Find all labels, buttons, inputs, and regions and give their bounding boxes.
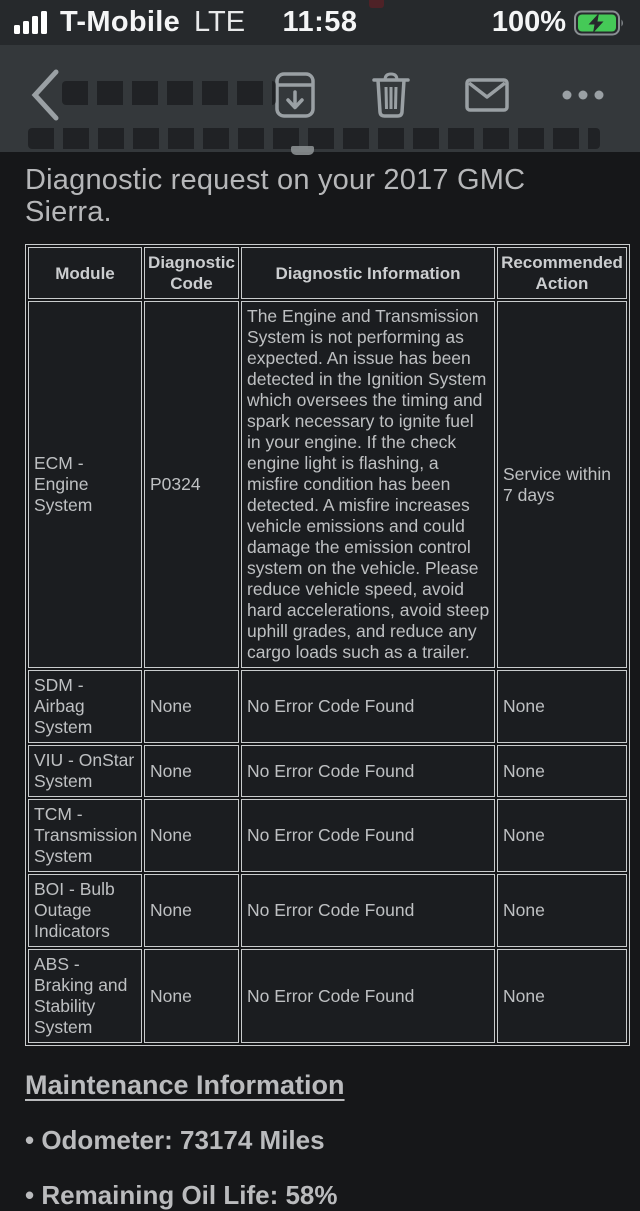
obscured-text-line — [28, 128, 600, 149]
cell-info: The Engine and Transmission System is not performing as expected. An issue has been detected in the Ignition System which oversees the timing and spark necessary to ignite fuel in your engine. If the check engine light is flashing, a misfire condition has been detected. A misfire increases vehicle emissions and could damage the emission control system on the vehicle. Please reduce vehicle speed, avoid hard accelerations, avoid steep uphill grades, and reduce any cargo loads such as a trailer. — [241, 301, 495, 668]
recording-artifact-speck — [369, 0, 384, 8]
archive-download-icon — [275, 72, 315, 118]
cell-code: None — [144, 874, 239, 947]
cell-action: None — [497, 799, 627, 872]
table-row — [28, 799, 627, 872]
table-row — [28, 670, 627, 743]
battery-percent-label: 100% — [491, 6, 566, 38]
more-button[interactable] — [561, 69, 605, 121]
cell-action: None — [497, 745, 627, 797]
cell-module: ABS - Braking and Stability System — [28, 949, 142, 1043]
battery-charging-icon — [574, 10, 626, 36]
diagnostic-table — [25, 244, 630, 1046]
cell-info: No Error Code Found — [241, 874, 495, 947]
carrier-label: T-Mobile — [60, 6, 180, 38]
cell-code: P0324 — [144, 301, 239, 668]
cell-info: No Error Code Found — [241, 949, 495, 1043]
mail-app-header — [0, 0, 640, 152]
col-header-diagnostic-code: Diagnostic Code — [144, 247, 239, 299]
network-type-label: LTE — [194, 6, 246, 38]
maintenance-section-title: Maintenance Information — [25, 1070, 345, 1100]
more-ellipsis-icon — [561, 89, 605, 101]
cell-module: SDM - Airbag System — [28, 670, 142, 743]
cell-info: No Error Code Found — [241, 745, 495, 797]
mail-icon — [465, 78, 509, 112]
trash-icon — [373, 72, 409, 118]
cell-info: No Error Code Found — [241, 799, 495, 872]
archive-download-button[interactable] — [273, 69, 317, 121]
table-row — [28, 745, 627, 797]
obscured-subject-text — [62, 81, 276, 105]
trash-button[interactable] — [369, 69, 413, 121]
cell-action: None — [497, 949, 627, 1043]
col-header-recommended-action: Recommended Action — [497, 247, 627, 299]
cell-code: None — [144, 745, 239, 797]
cell-module: BOI - Bulb Outage Indicators — [28, 874, 142, 947]
maintenance-list — [25, 1125, 615, 1211]
email-intro-text: Diagnostic request on your 2017 GMC Sierra. — [25, 164, 526, 228]
table-row — [28, 949, 627, 1043]
cell-action: Service within 7 days — [497, 301, 627, 668]
cell-action: None — [497, 670, 627, 743]
cell-module: VIU - OnStar System — [28, 745, 142, 797]
email-body — [0, 152, 640, 1210]
cell-module: TCM - Transmission System — [28, 799, 142, 872]
status-bar — [0, 0, 640, 45]
scroll-handle — [291, 146, 314, 155]
cell-code: None — [144, 799, 239, 872]
table-row — [28, 301, 627, 668]
back-chevron-icon — [30, 69, 60, 121]
toolbar-actions — [273, 69, 605, 121]
col-header-module: Module — [28, 247, 142, 299]
cell-info: No Error Code Found — [241, 670, 495, 743]
cell-code: None — [144, 949, 239, 1043]
list-item-oil-life: • Remaining Oil Life: 58% — [25, 1180, 615, 1211]
cell-action: None — [497, 874, 627, 947]
table-row — [28, 874, 627, 947]
cell-code: None — [144, 670, 239, 743]
col-header-diagnostic-information: Diagnostic Information — [241, 247, 495, 299]
status-right — [492, 6, 626, 39]
list-item-odometer: • Odometer: 73174 Miles — [25, 1125, 615, 1156]
mail-button[interactable] — [465, 69, 509, 121]
clock: 11:58 — [282, 6, 358, 38]
cell-module: ECM - Engine System — [28, 301, 142, 668]
table-header-row — [28, 247, 627, 299]
